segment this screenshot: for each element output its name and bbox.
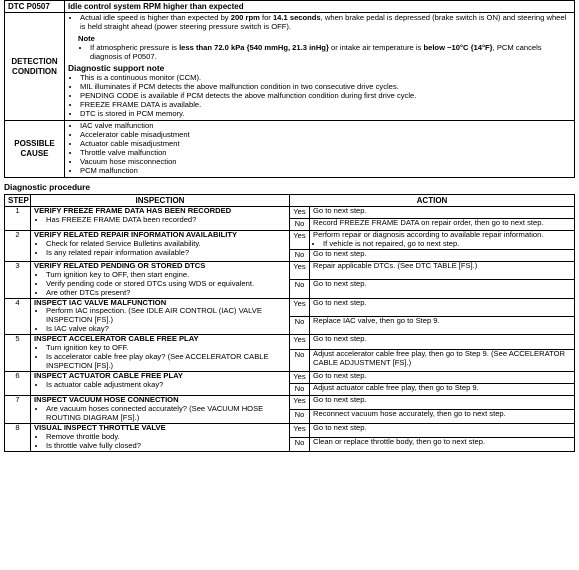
no-action: Reconnect vacuum hose accurately, then go to next step.: [310, 409, 575, 423]
note-text: If atmospheric pressure is: [90, 43, 180, 53]
possible-cause-item: • PCM malfunction: [80, 167, 571, 176]
support-note-item: • DTC is stored in PCM memory.: [80, 110, 571, 119]
step-title: INSPECT VACUUM HOSE CONNECTION: [34, 395, 179, 405]
possible-cause-item: • Vacuum hose misconnection: [80, 158, 571, 167]
note-text: or intake air temperature is: [328, 43, 424, 53]
step-inspection: [31, 298, 290, 335]
step-bullets: [34, 271, 286, 298]
step-number: 1: [5, 206, 31, 230]
possible-cause-item: • Throttle valve malfunction: [80, 149, 571, 158]
step-number: 4: [5, 298, 31, 335]
support-note-item: • PENDING CODE is available if PCM detects the above malfunction condition during first drive cycle.: [80, 92, 571, 101]
step-bullet: • Check for related Service Bulletins availability.: [46, 240, 286, 249]
procedure-step-row: [5, 396, 575, 410]
step-bullets: [34, 381, 286, 390]
procedure-step-row: [5, 423, 575, 437]
yes-label: Yes: [290, 230, 310, 249]
step-inspection: [31, 261, 290, 298]
procedure-step-row: [5, 298, 575, 316]
procedure-step-row: [5, 206, 575, 218]
no-label: No: [290, 218, 310, 230]
procedure-header-row: [5, 194, 575, 206]
no-label: No: [290, 437, 310, 451]
step-bullets: [34, 405, 286, 423]
note-list: [78, 44, 571, 62]
step-title: INSPECT ACTUATOR CABLE FREE PLAY: [34, 371, 183, 381]
no-label: No: [290, 384, 310, 396]
dtc-table: [4, 0, 575, 178]
procedure-steps: [5, 206, 575, 451]
yes-action: [310, 261, 575, 279]
step-bullet: • Perform IAC inspection. (See IDLE AIR CONTROL (IAC) VALVE INSPECTION [FS].): [46, 307, 286, 325]
detection-rpm: 200 rpm: [230, 13, 260, 23]
note-temperature: below −10°C {14°F}: [423, 43, 493, 53]
yes-action-text: Go to next step.: [313, 334, 367, 344]
step-bullets: [34, 216, 286, 225]
yes-action: [310, 372, 575, 384]
yes-action: [310, 335, 575, 349]
no-label: No: [290, 280, 310, 298]
step-inspection: [31, 396, 290, 424]
possible-cause-item: • Accelerator cable misadjustment: [80, 131, 571, 140]
possible-cause-row: [5, 120, 575, 177]
yes-action: [310, 423, 575, 437]
detection-text: for: [259, 13, 273, 23]
yes-label: Yes: [290, 396, 310, 410]
no-label: No: [290, 316, 310, 334]
step-number: 3: [5, 261, 31, 298]
yes-action: [310, 206, 575, 218]
step-number: 2: [5, 230, 31, 261]
step-bullet: • Verify pending code or stored DTCs using WDS or equivalent.: [46, 280, 286, 289]
note-pressure: less than 72.0 kPa {540 mmHg, 21.3 inHg}: [179, 43, 329, 53]
step-title: VERIFY RELATED REPAIR INFORMATION AVAILABILITY: [34, 229, 238, 239]
procedure-step-row: [5, 230, 575, 249]
yes-label: Yes: [290, 298, 310, 316]
no-label: No: [290, 349, 310, 372]
yes-label: Yes: [290, 261, 310, 279]
step-number: 5: [5, 335, 31, 372]
support-note-item: • MIL illuminates if PCM detects the above malfunction condition in two consecutive drive cycles.: [80, 83, 571, 92]
note-text: , PCM cancels diagnosis of P0507.: [90, 43, 542, 62]
step-title: INSPECT ACCELERATOR CABLE FREE PLAY: [34, 334, 199, 344]
detection-main-list: [68, 14, 571, 32]
step-inspection: [31, 335, 290, 372]
no-action: Adjust actuator cable free play, then go to Step 9.: [310, 384, 575, 396]
yes-action-text: Repair applicable DTCs. (See DTC TABLE [FS].): [313, 260, 478, 270]
yes-action: [310, 298, 575, 316]
possible-cause-item: • IAC valve malfunction: [80, 122, 571, 131]
step-bullet: • Is any related repair information available?: [46, 249, 286, 258]
detection-row: [5, 13, 575, 120]
yes-action-text: Go to next step.: [313, 371, 367, 381]
support-note-list: [68, 74, 571, 119]
procedure-step-row: [5, 335, 575, 349]
yes-action-text: Go to next step.: [313, 395, 367, 405]
detection-content: [65, 13, 575, 120]
step-number: 8: [5, 423, 31, 451]
no-action: Replace IAC valve, then go to Step 9.: [310, 316, 575, 334]
step-bullet: • Turn ignition key to OFF, then start engine.: [46, 271, 286, 280]
detection-text: Actual idle speed is higher than expected by: [80, 13, 231, 23]
possible-cause-label: POSSIBLE CAUSE: [5, 120, 65, 177]
no-action: Go to next step.: [310, 280, 575, 298]
yes-label: Yes: [290, 206, 310, 218]
yes-action: [310, 230, 575, 249]
dtc-header-row: [5, 1, 575, 13]
step-bullet: • Is IAC valve okay?: [46, 325, 286, 334]
detection-main-item: [80, 14, 571, 32]
document-page: [4, 0, 575, 452]
step-inspection: [31, 230, 290, 261]
note-heading: Note: [78, 34, 95, 44]
no-label: No: [290, 409, 310, 423]
yes-action-text: Go to next step.: [313, 205, 367, 215]
detection-label: DETECTION CONDITION: [5, 13, 65, 120]
step-bullet: • Has FREEZE FRAME DATA been recorded?: [46, 216, 286, 225]
detection-seconds: 14.1 seconds: [272, 13, 321, 23]
no-action: Record FREEZE FRAME DATA on repair order, then go to next step.: [310, 218, 575, 230]
support-note-item: • This is a continuous monitor (CCM).: [80, 74, 571, 83]
step-bullet: • Is throttle valve fully closed?: [46, 442, 286, 451]
detection-text: , when brake pedal is depressed (brake switch is ON) and steering wheel is held straight ahead (power steering pressure switch is OFF).: [80, 13, 567, 32]
procedure-step-row: [5, 261, 575, 279]
step-bullet: • Turn ignition key to OFF.: [46, 344, 286, 353]
yes-label: Yes: [290, 372, 310, 384]
support-note-heading: Diagnostic support note: [68, 63, 165, 74]
yes-label: Yes: [290, 423, 310, 437]
step-bullet: • Remove throttle body.: [46, 433, 286, 442]
step-title: VISUAL INSPECT THROTTLE VALVE: [34, 422, 166, 432]
step-inspection: [31, 206, 290, 230]
possible-cause-item: • Actuator cable misadjustment: [80, 140, 571, 149]
procedure-step-row: [5, 372, 575, 384]
header-inspection: INSPECTION: [31, 194, 290, 206]
yes-action-text: Perform repair or diagnosis according to available repair information.: [313, 229, 544, 239]
dtc-code: DTC P0507: [5, 1, 65, 13]
step-number: 7: [5, 396, 31, 424]
possible-cause-list: [68, 122, 571, 176]
step-bullet: • Is actuator cable adjustment okay?: [46, 381, 286, 390]
yes-action: [310, 396, 575, 410]
yes-action-text: Go to next step.: [313, 297, 367, 307]
yes-action-sub-list: [313, 240, 571, 249]
support-note-item: • FREEZE FRAME DATA is available.: [80, 101, 571, 110]
yes-label: Yes: [290, 335, 310, 349]
no-action: Go to next step.: [310, 249, 575, 261]
step-title: INSPECT IAC VALVE MALFUNCTION: [34, 297, 167, 307]
no-action: Clean or replace throttle body, then go to next step.: [310, 437, 575, 451]
no-label: No: [290, 249, 310, 261]
step-bullets: [34, 240, 286, 258]
step-inspection: [31, 372, 290, 396]
step-number: 6: [5, 372, 31, 396]
step-bullet: • Is accelerator cable free play okay? (See ACCELERATOR CABLE INSPECTION [FS].): [46, 353, 286, 371]
note-item: [90, 44, 571, 62]
no-action: Adjust accelerator cable free play, then go to Step 9. (See ACCELERATOR CABLE ADJUSTMENT [FS].): [310, 349, 575, 372]
procedure-title: Diagnostic procedure: [4, 181, 91, 192]
step-bullets: [34, 307, 286, 334]
step-bullets: [34, 344, 286, 371]
header-action: ACTION: [290, 194, 575, 206]
step-bullets: [34, 433, 286, 451]
step-title: VERIFY FREEZE FRAME DATA HAS BEEN RECORDED: [34, 205, 232, 215]
yes-action-text: Go to next step.: [313, 422, 367, 432]
step-bullet: • Are other DTCs present?: [46, 289, 286, 298]
procedure-table: [4, 194, 575, 452]
possible-cause-content: [65, 120, 575, 177]
step-bullet: • Are vacuum hoses connected accurately? (See VACUUM HOSE ROUTING DIAGRAM [FS].): [46, 405, 286, 423]
dtc-title: Idle control system RPM higher than expected: [65, 1, 575, 13]
yes-action-sub-item: • If vehicle is not repaired, go to next step.: [323, 240, 571, 249]
header-step: STEP: [5, 194, 31, 206]
step-inspection: [31, 423, 290, 451]
step-title: VERIFY RELATED PENDING OR STORED DTCS: [34, 260, 206, 270]
